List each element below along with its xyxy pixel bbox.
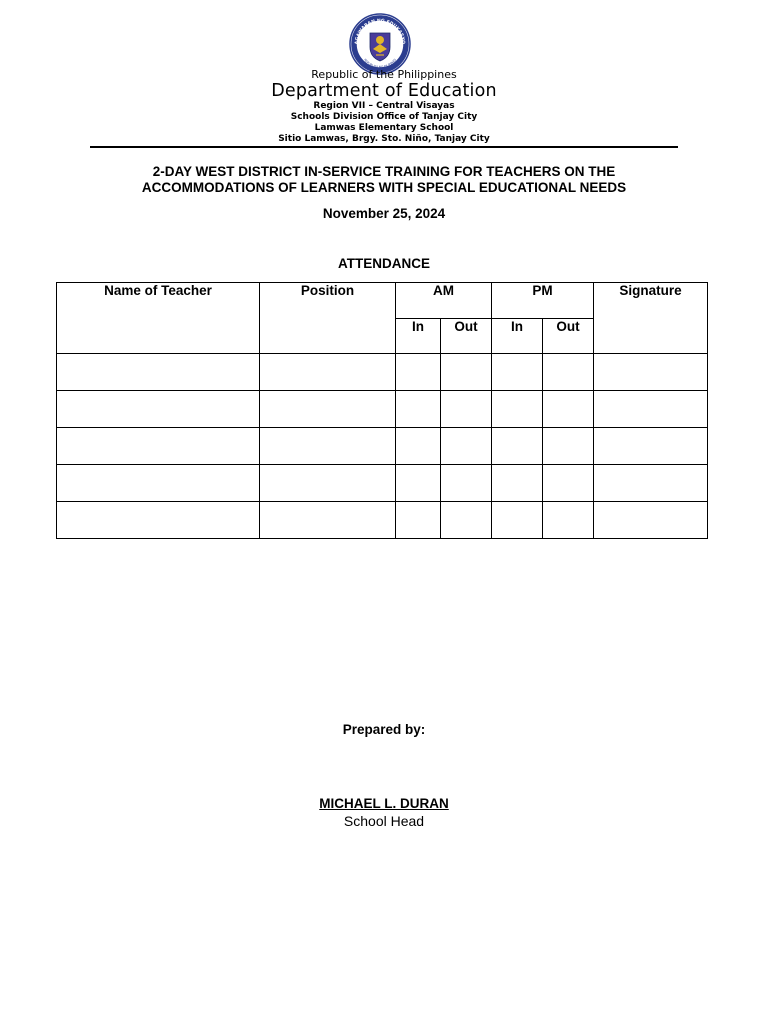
school-name: Lamwas Elementary School: [314, 123, 454, 133]
division-line: Schools Division Office of Tanjay City: [290, 112, 478, 122]
document-title: [0, 164, 768, 196]
cell-pm-in[interactable]: [492, 391, 543, 428]
col-header-pm: PM: [492, 283, 594, 319]
cell-name[interactable]: [57, 354, 260, 391]
cell-signature[interactable]: [594, 502, 708, 539]
cell-signature[interactable]: [594, 428, 708, 465]
cell-position[interactable]: [260, 391, 396, 428]
cell-name[interactable]: [57, 428, 260, 465]
table-header-row: [57, 283, 708, 319]
cell-am-in[interactable]: [396, 354, 441, 391]
cell-am-out[interactable]: [441, 465, 492, 502]
cell-position[interactable]: [260, 465, 396, 502]
cell-signature[interactable]: [594, 354, 708, 391]
prepared-by-label: Prepared by:: [342, 722, 426, 737]
attendance-table: [56, 282, 708, 539]
cell-name[interactable]: [57, 465, 260, 502]
table-row: [57, 428, 708, 465]
cell-signature[interactable]: [594, 465, 708, 502]
cell-am-out[interactable]: [441, 354, 492, 391]
cell-am-out[interactable]: [441, 391, 492, 428]
cell-am-in[interactable]: [396, 502, 441, 539]
table-row: [57, 502, 708, 539]
signer-name-text: MICHAEL L. DURAN: [319, 796, 449, 811]
col-header-am-in: In: [396, 319, 441, 354]
cell-pm-in[interactable]: [492, 354, 543, 391]
republic-label: Republic of the Philippines: [311, 68, 457, 81]
col-header-signature: Signature: [594, 283, 708, 354]
title-line-2: ACCOMMODATIONS OF LEARNERS WITH SPECIAL EDUCATIONAL NEEDS: [141, 180, 627, 195]
header-divider: [90, 146, 678, 148]
seal-top-text: AGAWARAN NG EDUKASYO: [354, 18, 406, 45]
cell-pm-out[interactable]: [543, 428, 594, 465]
deped-seal-logo: [349, 13, 411, 75]
col-header-position: Position: [260, 283, 396, 354]
cell-signature[interactable]: [594, 391, 708, 428]
col-header-pm-out: Out: [543, 319, 594, 354]
col-header-am: AM: [396, 283, 492, 319]
cell-position[interactable]: [260, 354, 396, 391]
col-header-name: Name of Teacher: [57, 283, 260, 354]
cell-am-in[interactable]: [396, 465, 441, 502]
cell-am-out[interactable]: [441, 502, 492, 539]
school-address: Sitio Lamwas, Brgy. Sto. Niño, Tanjay City: [278, 134, 490, 144]
region-line: Region VII – Central Visayas: [313, 101, 455, 111]
cell-am-in[interactable]: [396, 391, 441, 428]
table-row: [57, 391, 708, 428]
cell-pm-in[interactable]: [492, 502, 543, 539]
table-row: [57, 354, 708, 391]
cell-position[interactable]: [260, 428, 396, 465]
col-header-pm-in: In: [492, 319, 543, 354]
cell-am-in[interactable]: [396, 428, 441, 465]
event-date: November 25, 2024: [322, 206, 446, 221]
cell-name[interactable]: [57, 502, 260, 539]
attendance-heading: ATTENDANCE: [338, 256, 430, 271]
title-line-1: 2-DAY WEST DISTRICT IN-SERVICE TRAINING FOR TEACHERS ON THE: [152, 164, 616, 179]
table-row: [57, 465, 708, 502]
cell-pm-out[interactable]: [543, 391, 594, 428]
signer-name: [0, 796, 768, 811]
cell-name[interactable]: [57, 391, 260, 428]
cell-pm-out[interactable]: [543, 465, 594, 502]
signer-role: School Head: [343, 813, 425, 829]
cell-am-out[interactable]: [441, 428, 492, 465]
col-header-am-out: Out: [441, 319, 492, 354]
cell-pm-out[interactable]: [543, 502, 594, 539]
department-name: Department of Education: [271, 81, 497, 101]
cell-pm-in[interactable]: [492, 465, 543, 502]
cell-pm-in[interactable]: [492, 428, 543, 465]
seal-bottom-text: REPUBLIKA NG PILIPINAS: [363, 57, 397, 70]
cell-pm-out[interactable]: [543, 354, 594, 391]
cell-position[interactable]: [260, 502, 396, 539]
